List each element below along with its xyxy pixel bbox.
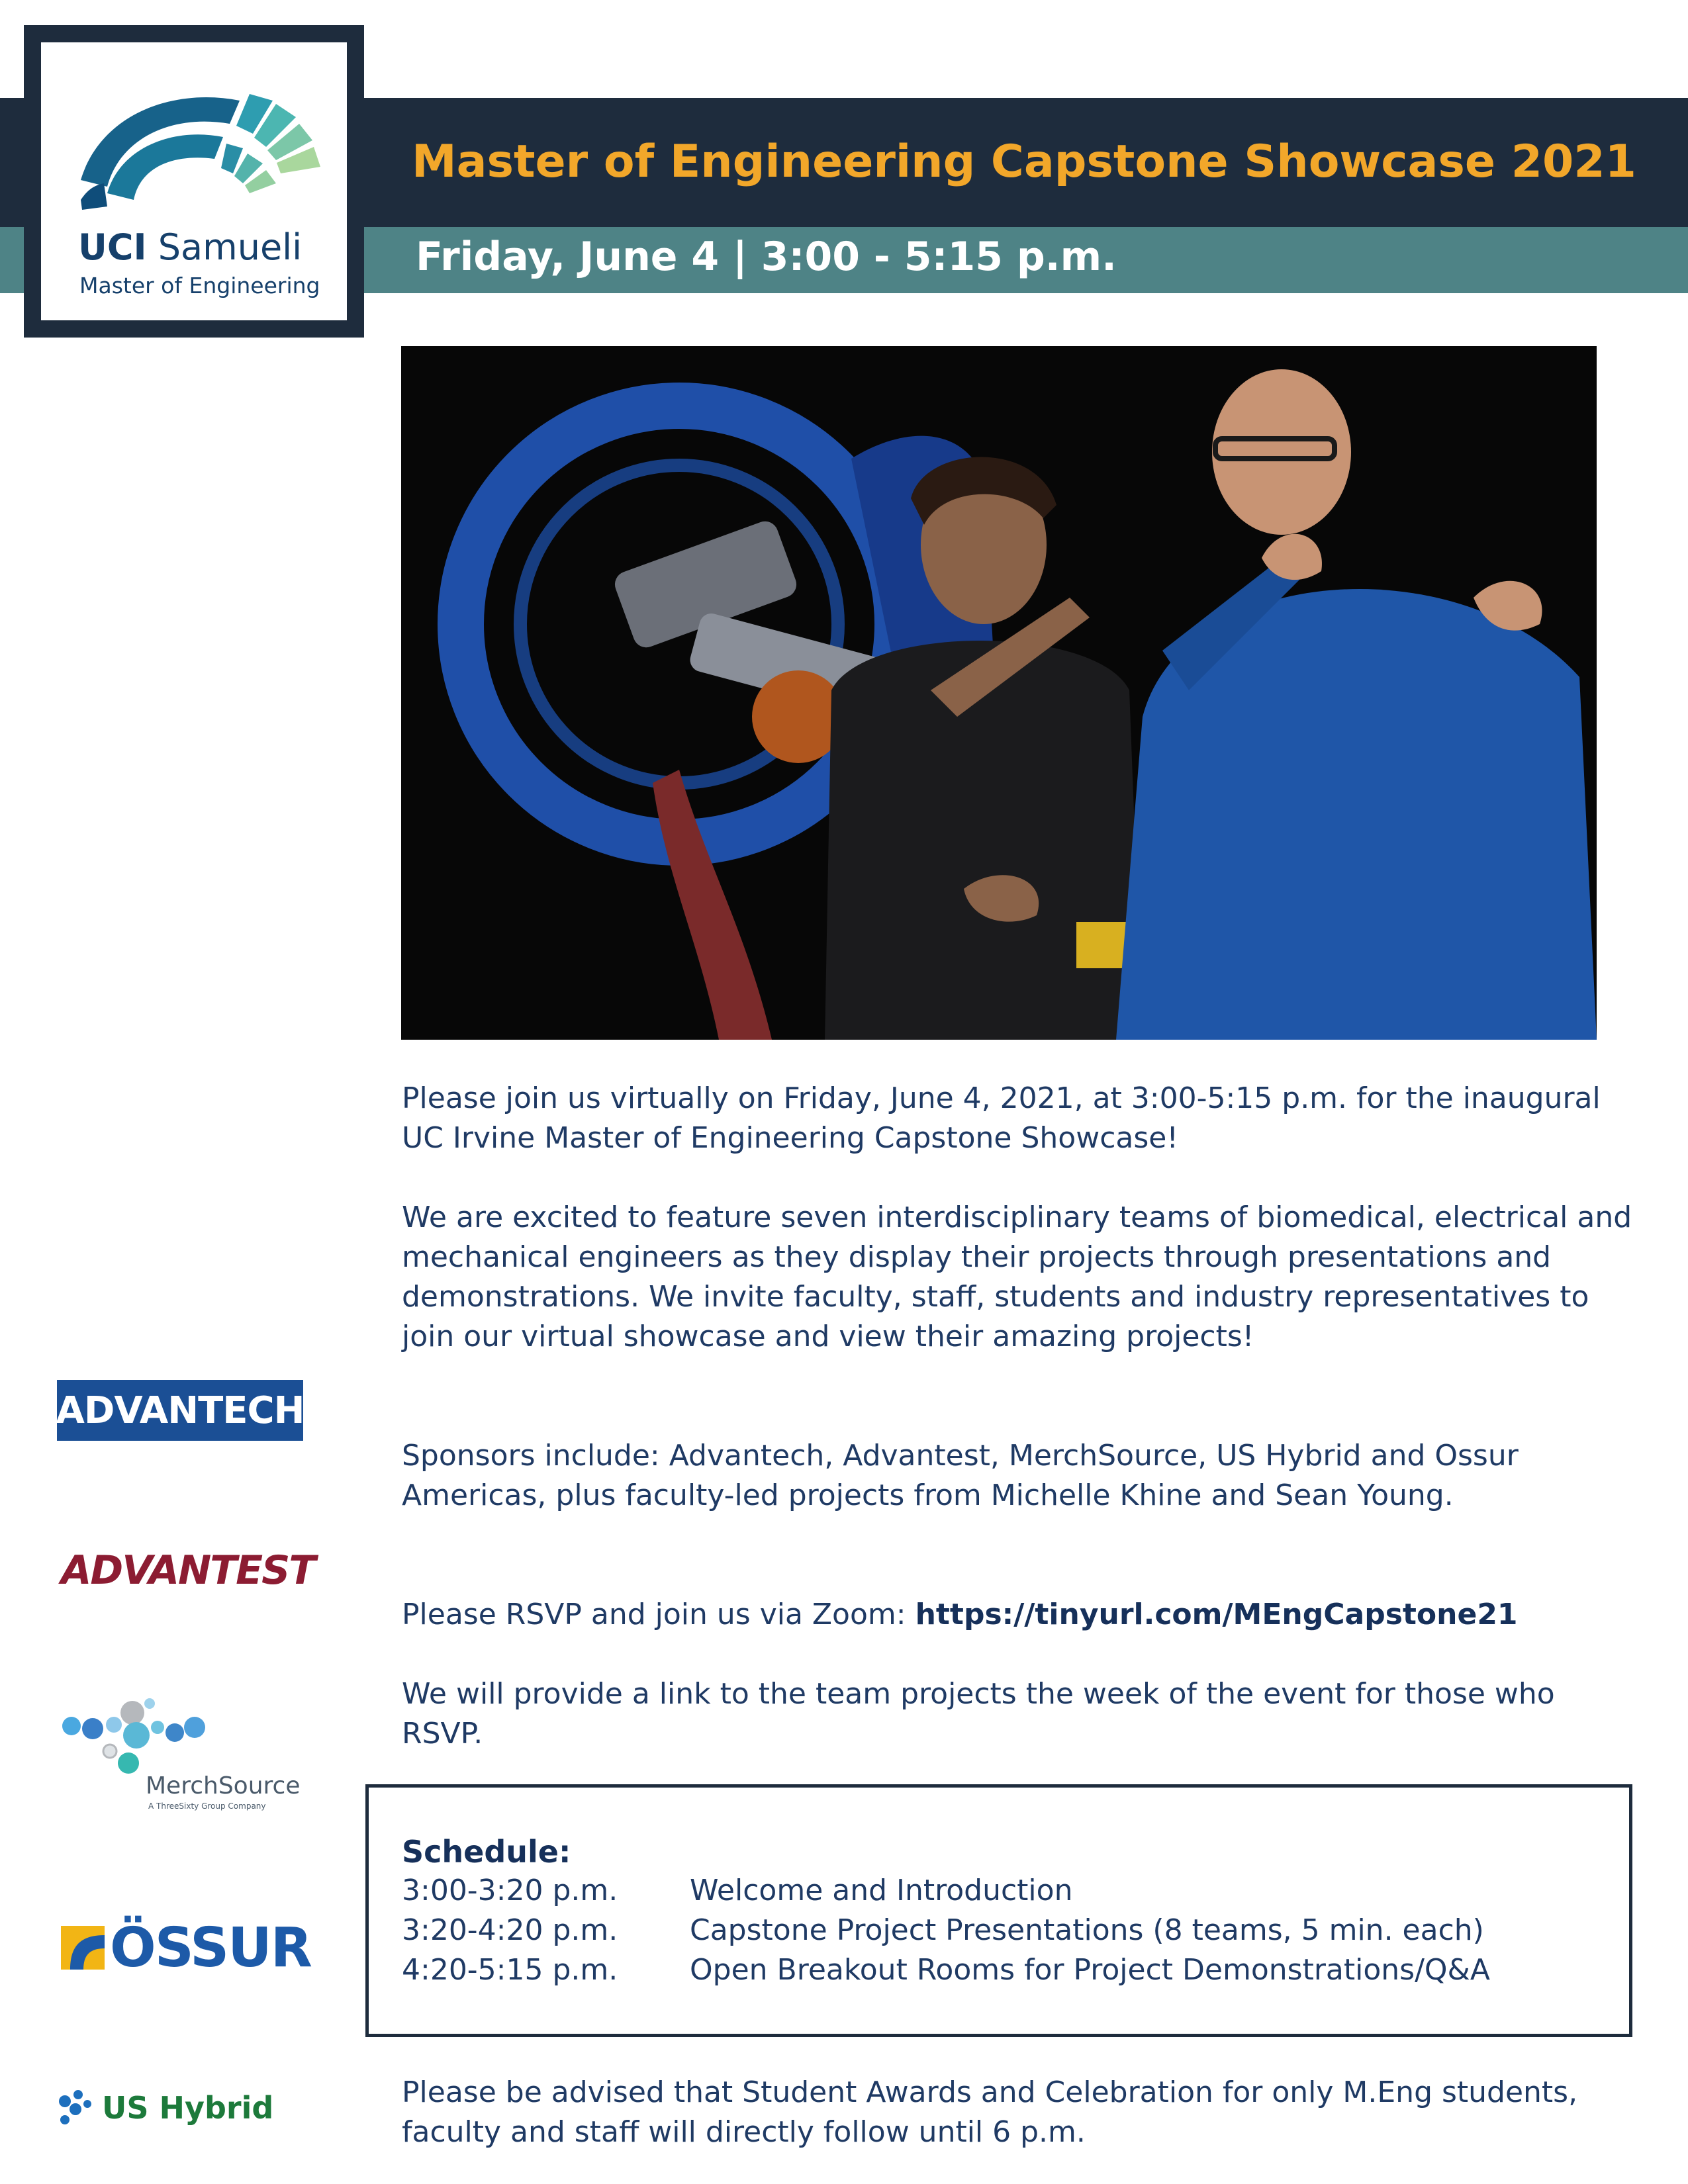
merchsource-name: MerchSource: [146, 1772, 301, 1799]
ossur-logo: [61, 1918, 311, 1978]
merchsource-tagline: A ThreeSixty Group Company: [148, 1801, 266, 1811]
event-date: Friday, June 4 | 3:00 - 5:15 p.m.: [416, 234, 1117, 280]
us-hybrid-logo: [56, 2085, 273, 2131]
us-hybrid-name: US Hybrid: [102, 2090, 274, 2126]
engineering-photo: [401, 346, 1597, 1040]
advantech-logo: ADVANTECH: [57, 1380, 303, 1441]
logo-program: Master of Engineering: [79, 273, 320, 298]
logo-panel: [41, 42, 347, 320]
merchsource-logo: [58, 1694, 316, 1813]
rsvp-text: Please RSVP and join us via Zoom:: [402, 1598, 915, 1631]
page-title: Master of Engineering Capstone Showcase 2021: [412, 136, 1636, 188]
project-link-paragraph: We will provide a link to the team projects the week of the event for those who RSVP.: [402, 1677, 1555, 1751]
logo-arc-icon: [74, 74, 326, 226]
awards-notice: Please be advised that Student Awards and Celebration for only M.Eng students, faculty and staff will directly follow until 6 p.m.: [402, 2075, 1578, 2149]
advantest-logo: ADVANTEST: [61, 1547, 315, 1594]
robotic-arm-photo-icon: [401, 346, 1597, 1040]
uci-samueli-logo: [24, 25, 364, 338]
ossur-name: ÖSSUR: [110, 1916, 311, 1979]
schedule-row: 3:00-3:20 p.m. Welcome and Introduction: [402, 1874, 1073, 1907]
us-hybrid-mark-icon: [56, 2088, 95, 2128]
logo-wordmark: UCI Samueli: [78, 226, 303, 268]
ossur-mark-icon: [61, 1926, 105, 1970]
intro-paragraph: Please join us virtually on Friday, June 4, 2021, at 3:00-5:15 p.m. for the inaugural UC Irvine Master of Engineering Capstone Showcase!: [402, 1081, 1601, 1155]
sponsors-paragraph: Sponsors include: Advantech, Advantest, MerchSource, US Hybrid and Ossur Americas, plus faculty-led projects from Michelle Khine and Sean Young.: [402, 1439, 1519, 1512]
schedule-heading: Schedule:: [402, 1834, 571, 1870]
schedule-row: 3:20-4:20 p.m. Capstone Project Presentations (8 teams, 5 min. each): [402, 1913, 1484, 1947]
merchsource-dots-icon: [58, 1694, 230, 1774]
schedule-row: 4:20-5:15 p.m. Open Breakout Rooms for Project Demonstrations/Q&A: [402, 1953, 1490, 1987]
schedule-box: [365, 1784, 1632, 2037]
rsvp-link[interactable]: https://tinyurl.com/MEngCapstone21: [915, 1598, 1518, 1631]
description-paragraph: We are excited to feature seven interdisciplinary teams of biomedical, electrical and mechanical engineers as they display their projects through presentations and demonstrations. We invite faculty, staff, students and industry representatives to join our virtual showcase and view their amazing projects!: [402, 1201, 1632, 1353]
rsvp-paragraph: [402, 1595, 1633, 1635]
